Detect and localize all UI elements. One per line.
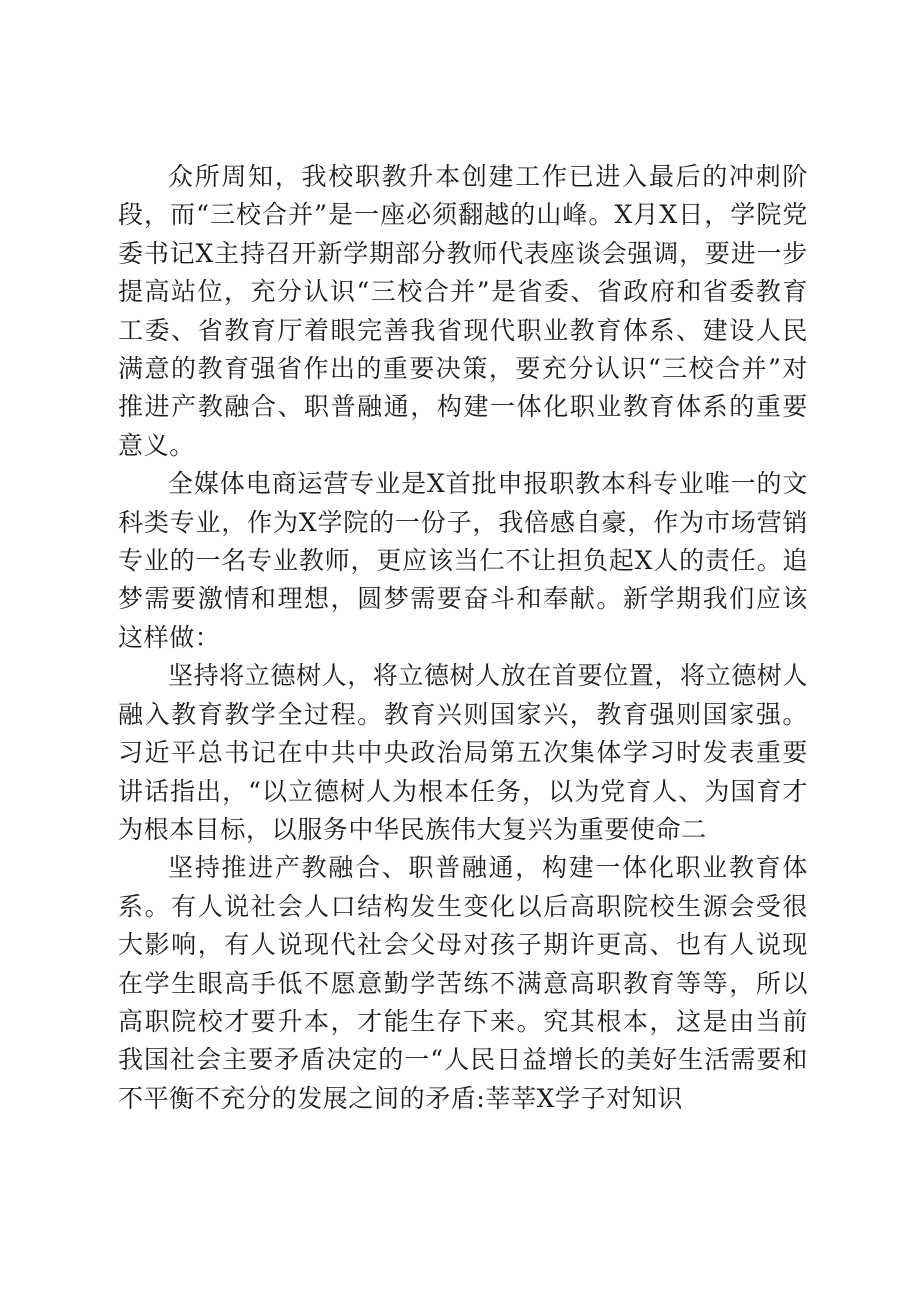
paragraph-major: 全媒体电商运营专业是X首批申报职教本科专业唯一的文科类专业，作为X学院的一份子，我倍感自豪，作为市场营销专业的一名专业教师，更应该当仁不让担负起X人的责任。追梦需要激情和理想，圆梦需要奋斗和奉献。新学期我们应该这样做：	[118, 469, 808, 652]
paragraph-intro: 众所周知，我校职教升本创建工作已进入最后的冲刺阶段，而“三校合并”是一座必须翻越的山峰。X月X日，学院党委书记X主持召开新学期部分教师代表座谈会强调，要进一步提高站位，充分认识“三校合并”是省委、省政府和省委教育工委、省教育厅着眼完善我省现代职业教育体系、建设人民满意的教育强省作出的重要决策，要充分认识“三校合并”对推进产教融合、职普融通，构建一体化职业教育体系的重要意义。	[118, 162, 808, 460]
paragraph-moral-education: 坚持将立德树人，将立德树人放在首要位置，将立德树人融入教育教学全过程。教育兴则国家兴，教育强则国家强。习近平总书记在中共中央政治局第五次集体学习时发表重要讲话指出，“以立德树人为根本任务，以为党育人、为国育才为根本目标，以服务中华民族伟大复兴为重要使命二	[118, 661, 809, 844]
document-body	[118, 158, 808, 1118]
paragraph-integration: 坚持推进产教融合、职普融通，构建一体化职业教育体系。有人说社会人口结构发生变化以后高职院校生源会受很大影响，有人说现代社会父母对孩子期许更高、也有人说现在学生眼高手低不愿意勤学苦练不满意高职教育等等，所以高职院校才要升本，才能生存下来。究其根本，这是由当前我国社会主要矛盾决定的一“人民日益增长的美好生活需要和不平衡不充分的发展之间的矛盾:莘莘X学子对知识	[118, 853, 808, 1113]
